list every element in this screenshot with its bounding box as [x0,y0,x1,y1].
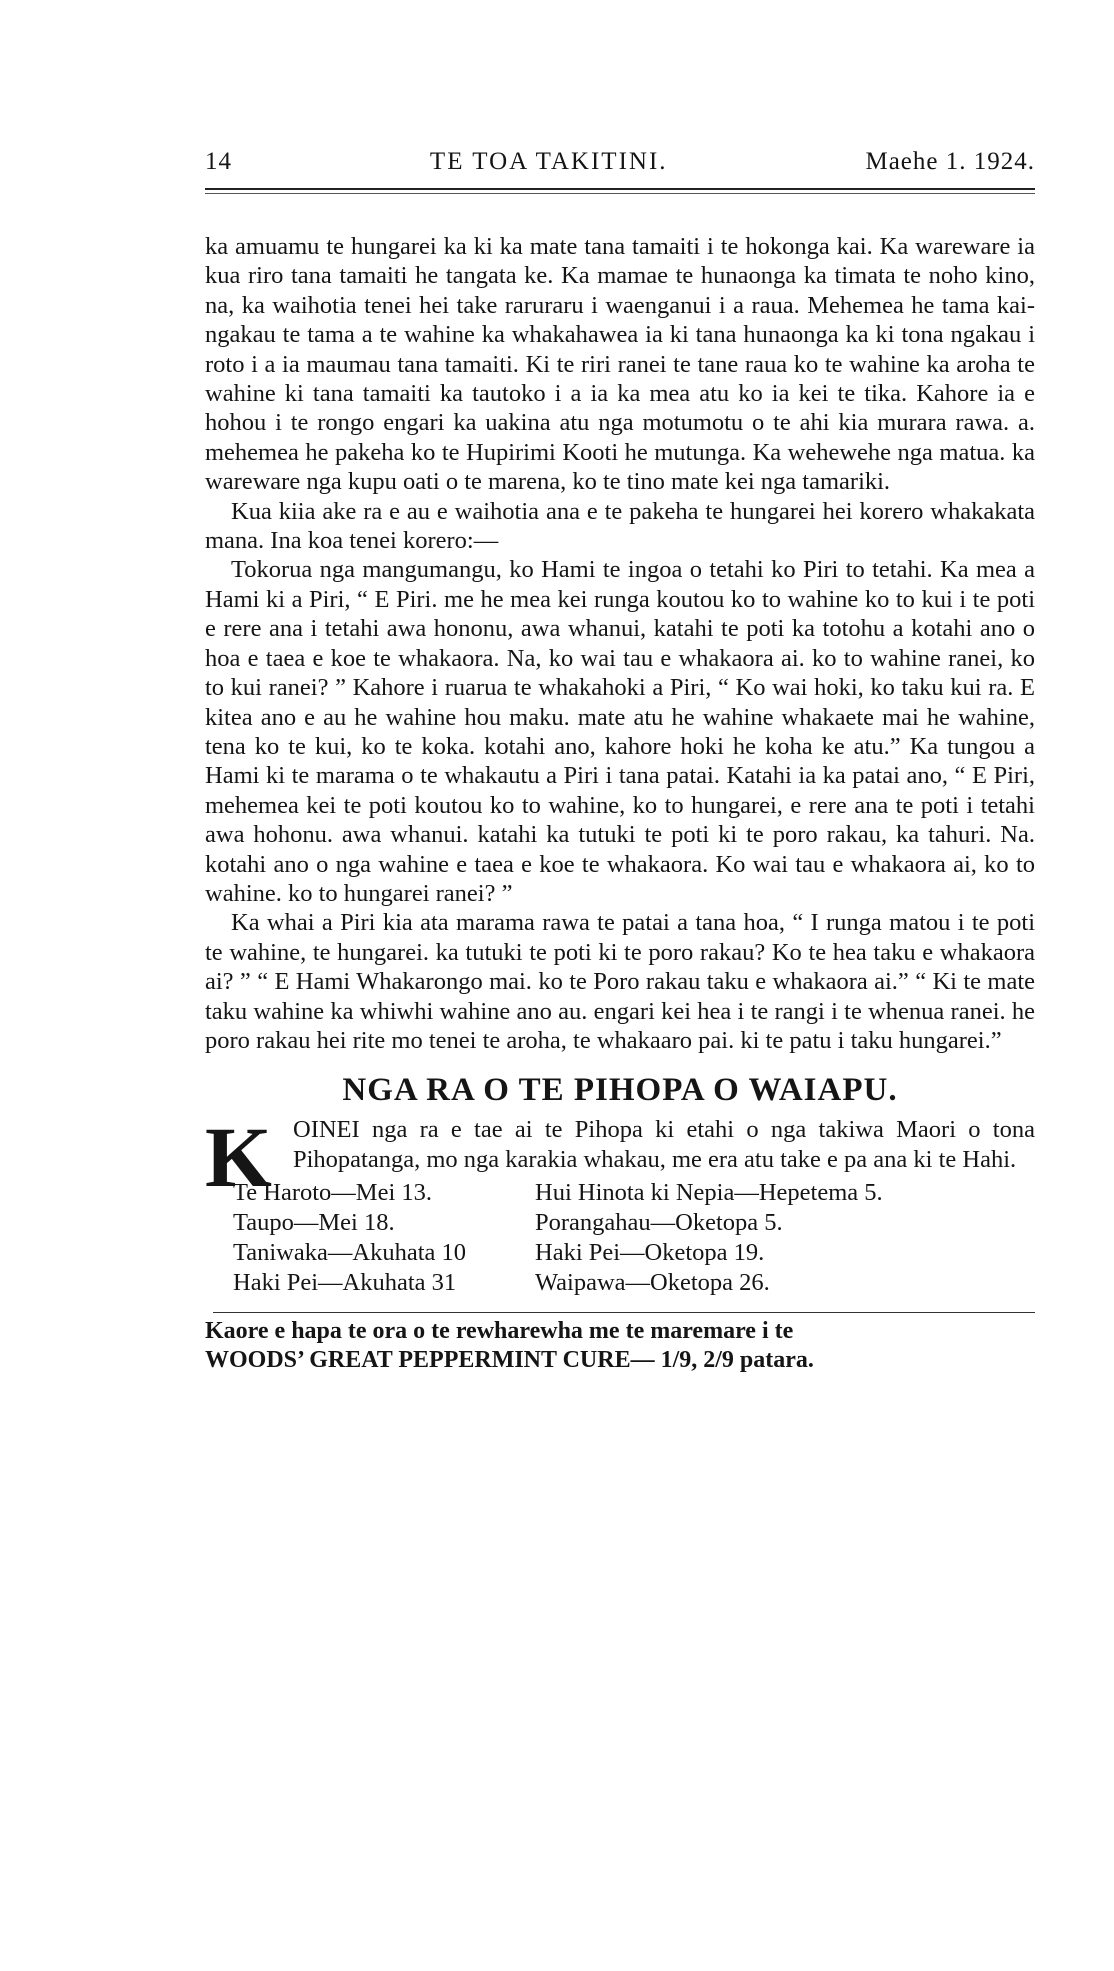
schedule-entry: Waipawa—Oketopa 26. [535,1269,770,1297]
notice-text: OINEI nga ra e tae ai te Pihopa ki etahi o nga takiwa Maori o tona Pihopatanga, mo nga karakia whakau, me era atu take e pa ana ki te Hahi. [293,1116,1035,1173]
advert-rule [213,1312,1035,1313]
article-paragraph: ka amuamu te hungarei ka ki ka mate tana tamaiti i te hokonga kai. Ka wareware ia kua riro tana tamaiti he tangata ke. Ka mamae te hunaonga ka timata te noho kino, na, ka waihotia tenei hei take raruraru i waenganui i a raua. Mehemea he tama kai-ngakau te tama a te wahine ka whakahawea ia ki tana hunaonga ka ki tona ngakau i roto i a ia maumau tana tamaiti. Ki te riri ranei te tane raua ko te wahine ka aroha te wahine ki tana tamaiti ka tautoko i a ia ka mea atu ko ia kei te tika. Kahore ia e hohou i te rongo engari ka uakina atu nga motumotu o te ahi kia murara rawa. a. mehemea he pakeha ko te Hupirimi Kooti he mutunga. Ka wehewehe nga matua. ka wareware nga kupu oati o te marena, ko te tino mate kei nga tamariki. [205,233,1035,496]
advert-line: Kaore e hapa te ora o te rewharewha me te maremare i te [205,1318,794,1345]
advertisement [205,1317,1035,1375]
schedule-entry: Porangahau—Oketopa 5. [535,1209,783,1237]
schedule-entry: Haki Pei—Oketopa 19. [535,1239,765,1267]
header-rule-thin [205,193,1035,194]
advert-line: WOODS’ GREAT PEPPERMINT CURE— 1/9, 2/9 patara. [205,1347,814,1374]
notice-heading: NGA RA O TE PIHOPA O WAIAPU. [342,1072,898,1109]
publication-title: TE TOA TAKITINI. [429,148,668,175]
visit-schedule [205,1178,1035,1298]
article-paragraph: Kua kiia ake ra e au e waihotia ana e te pakeha te hungarei hei korero whakakata mana. Ina koa tenei korero:— [205,497,1035,555]
issue-date: Maehe 1. 1924. [865,148,1035,175]
schedule-entry: Taupo—Mei 18. [233,1209,395,1237]
schedule-row [205,1268,1035,1298]
schedule-entry: Hui Hinota ki Nepia—Hepetema 5. [535,1179,883,1207]
schedule-entry: Te Haroto—Mei 13. [233,1179,433,1207]
article-body [205,232,1035,1055]
page-number: 14 [205,148,232,175]
schedule-entry: Taniwaka—Akuhata 10 [233,1239,467,1267]
article-paragraph: Tokorua nga mangumangu, ko Hami te ingoa o tetahi ko Piri to tetahi. Ka mea a Hami ki a Piri, “ E Piri. me he mea kei runga koutou ko to wahine ko to kui i te poti e rere ana i tetahi awa hononu, awa whanui, katahi te poti ka totohu a kotahi ano o hoa e taea e koe te whakaora. Na, ko wai tau e whakaora ai. ko to wahine ranei, ko to kui ranei? ” Kahore i ruarua te whakahoki a Piri, “ Ko wai hoki, ko taku kui ra. E kitea ano e au he wahine hou maku. mate atu he wahine whakaete mai he wahine, tena ko te kui, ko te koka. kotahi ano, kahore hoki he koha ke atu.” Ka tungou a Hami ki te marama o te whakautu a Piri i tana patai. Katahi ia ka patai ano, “ E Piri, mehemea kei te poti koutou ko to wahine, ko to hungarei, e rere ana te poti i tetahi awa hohonu. awa whanui. katahi ka tutuki te poti ki te poro rakau, ka tahuri. Na. kotahi ano o nga wahine e taea e koe te whakaora. Ko wai tau e whakaora ai, ko to wahine. ko to hungarei ranei? ” [205,556,1035,907]
drop-cap: K [205,1109,272,1206]
header-rule [205,188,1035,190]
schedule-row [205,1238,1035,1268]
schedule-row [205,1178,1035,1208]
newspaper-page [205,148,1035,1375]
page-header [205,148,1035,184]
article-paragraph: Ka whai a Piri kia ata marama rawa te patai a tana hoa, “ I runga matou i te poti te wahine, te hungarei. ka tutuki te poti ki te poro rakau? Ko te hea taku e whakaora ai? ” “ E Hami Whakarongo mai. ko te Poro rakau taku e whakaora ai.” “ Ki te mate taku wahine ka whiwhi wahine ano au. engari kei hea i te rangi i te whenua ranei. he poro rakau hei rite mo tenei te aroha, te whakaaro pai. ki te patu i taku hungarei.” [205,909,1035,1054]
schedule-row [205,1208,1035,1238]
schedule-entry: Haki Pei—Akuhata 31 [233,1269,457,1297]
